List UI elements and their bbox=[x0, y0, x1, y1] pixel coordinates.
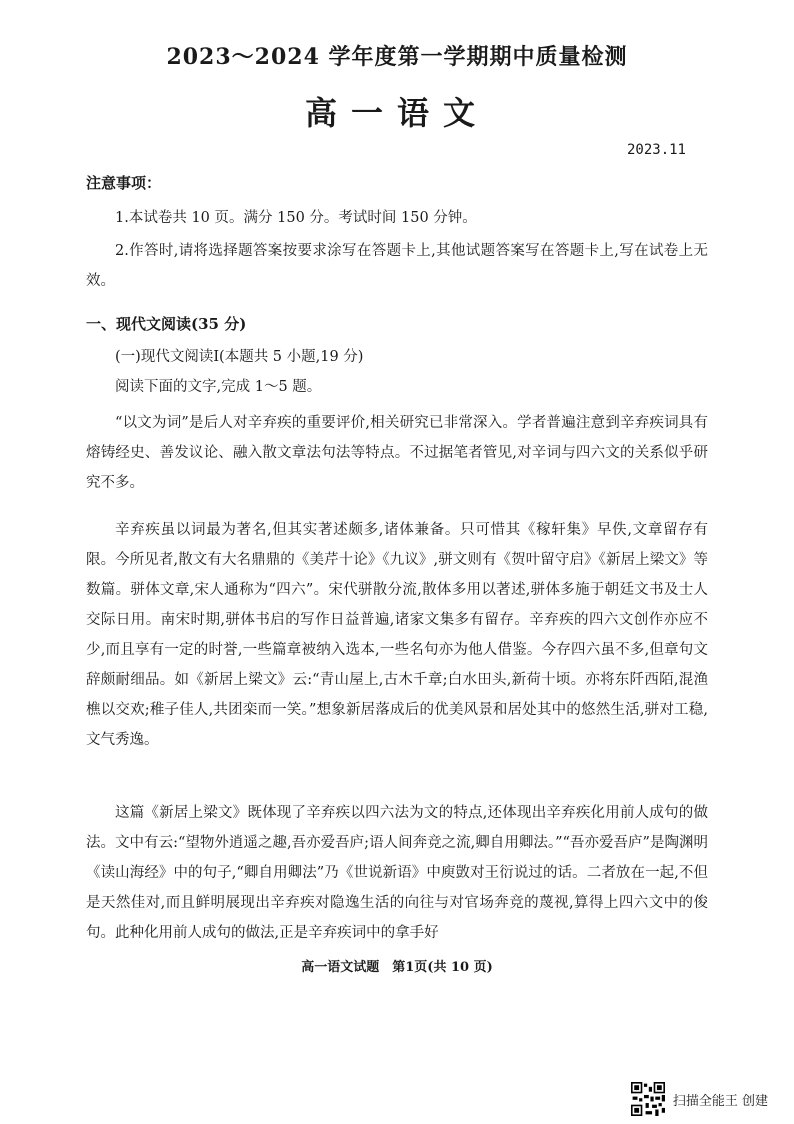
passage-paragraph-3: 这篇《新居上梁文》既体现了辛弃疾以四六法为文的特点,还体现出辛弃疾化用前人成句的做法。文中有云:“望物外逍遥之趣,吾亦爱吾庐;语人间奔竞之流,卿自用卿法。”“吾亦爱吾庐”是陶渊明《读山海经》中的句子,“卿自用卿法”乃《世说新语》中庾敳对王衍说过的话。二者放在一起,不但是天然佳对,而且鲜明展现出辛弃疾对隐逸生活的向往与对官场奔竞的蔑视,算得上四六文中的俊句。此种化用前人成句的做法,正是辛弃疾词中的拿手好 bbox=[86, 805, 708, 941]
passage-paragraph-2: 辛弃疾虽以词最为著名,但其实著述颇多,诸体兼备。只可惜其《稼轩集》早佚,文章留存有限。今所见者,散文有大名鼎鼎的《美芹十论》《九议》,骈文则有《贺叶留守启》《新居上梁文》等数篇。骈体文章,宋人通称为“四六”。宋代骈散分流,散体多用以著述,骈体多施于朝廷文书及士人交际日用。南宋时期,骈体书启的写作日益普遍,诸家文集多有留存。辛弃疾的四六文创作亦应不少,而且享有一定的时誉,一些篇章被纳入选本,一些名句亦为他人借鉴。今存四六虽不多,但章句文辞颇耐细品。如《新居上梁文》云:“青山屋上,古木千章;白水田头,新荷十顷。亦将东阡西陌,混渔樵以交欢;稚子佳人,共团栾而一笑。”想象新居落成后的优美风景和居处其中的悠然生活,骈对工稳,文气秀逸。 bbox=[86, 522, 708, 748]
subject-title: 高一语文 bbox=[304, 94, 489, 132]
notice-item-2: 2.作答时,请将选择题答案按要求涂写在答题卡上,其他试题答案写在答题卡上,写在试卷上无效。 bbox=[86, 243, 708, 289]
qr-code-icon bbox=[631, 1082, 665, 1116]
reading-instruction: 阅读下面的文字,完成 1～5 题。 bbox=[115, 379, 322, 395]
section-heading: 一、现代文阅读(35 分) bbox=[86, 315, 247, 333]
passage-paragraph-1: “以文为词”是后人对辛弃疾的重要评价,相关研究已非常深入。学者普遍注意到辛弃疾词具有熔铸经史、善发议论、融入散文章法句法等特点。不过据笔者管见,对辛词与四六文的关系似乎研究不多。 bbox=[86, 415, 708, 491]
notice-heading: 注意事项： bbox=[86, 174, 162, 192]
sub-section-heading: (一)现代文阅读Ⅰ(本题共 5 小题,19 分) bbox=[115, 349, 364, 365]
watermark-text: 扫描全能王 创建 bbox=[672, 1093, 768, 1109]
notice-item-1: 1.本试卷共 10 页。满分 150 分。考试时间 150 分钟。 bbox=[115, 210, 477, 226]
exam-title: 2023～2024 学年度第一学期期中质量检测 bbox=[166, 44, 628, 70]
page-footer: 高一语文试题 第1页(共 10 页) bbox=[301, 960, 493, 975]
scanner-watermark bbox=[631, 1082, 768, 1116]
exam-date: 2023.11 bbox=[626, 142, 686, 158]
